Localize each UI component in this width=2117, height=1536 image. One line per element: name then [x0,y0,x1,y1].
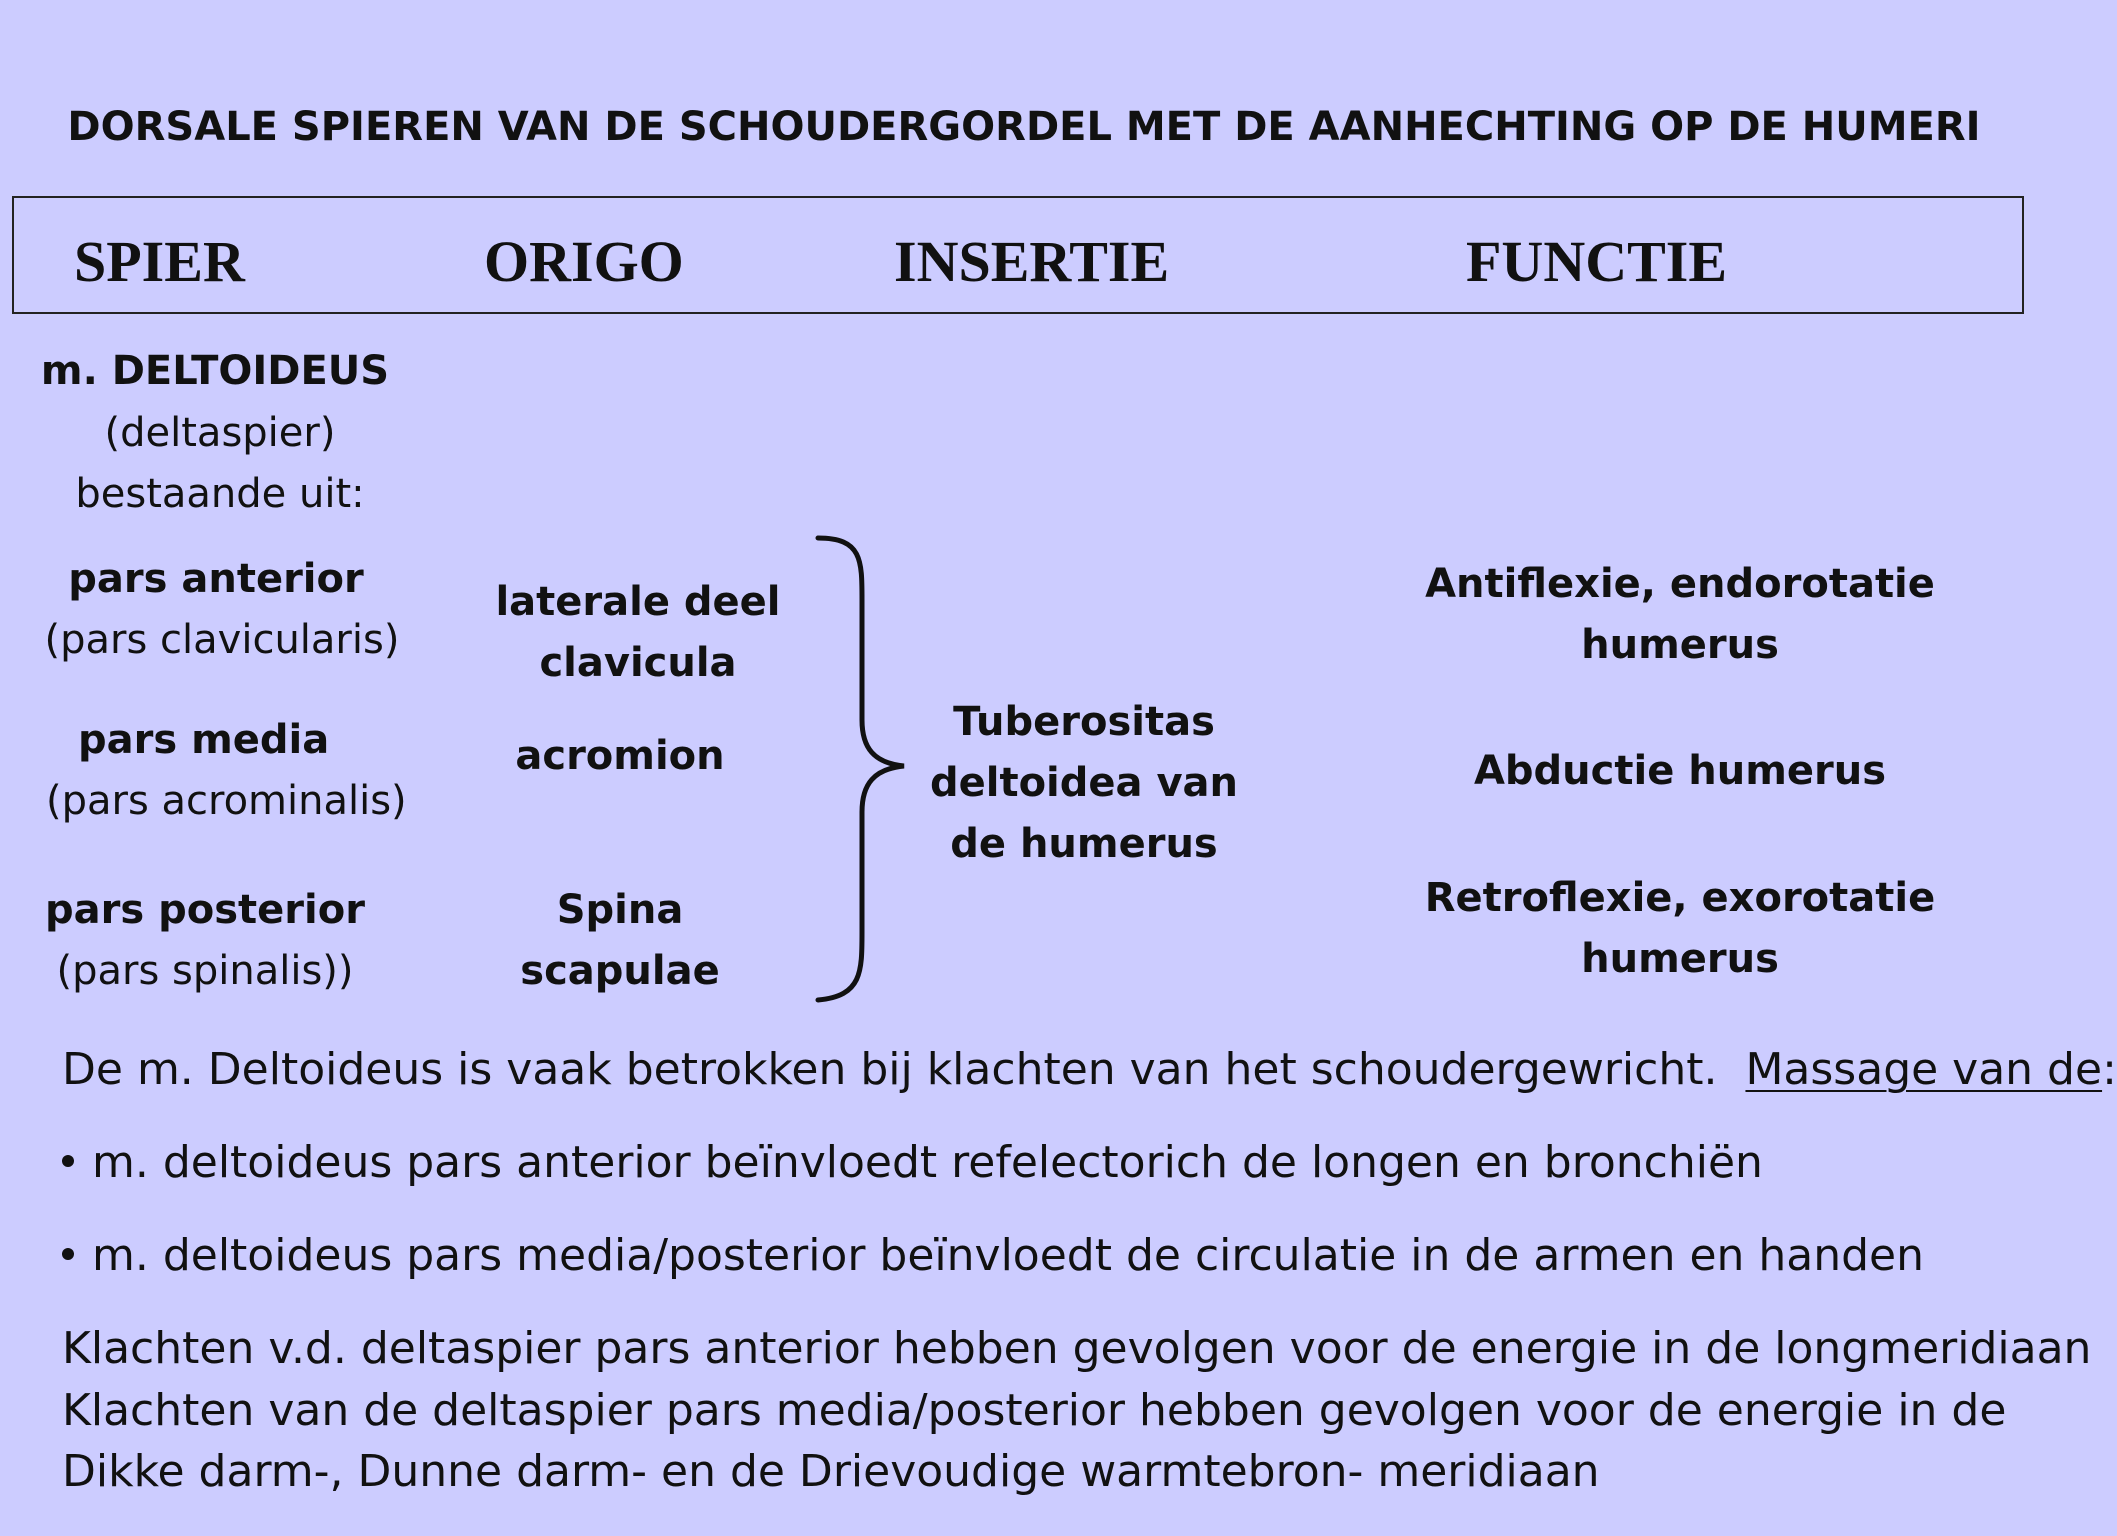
origo-posterior-line1: Spina [556,887,684,933]
muscle-alias: (deltaspier) [104,410,336,456]
insertie-line1: Tuberositas [953,699,1215,745]
functie-anterior-line2: humerus [1581,622,1779,668]
muscle-consists: bestaande uit: [75,471,365,517]
origo-posterior-line2: scapulae [520,948,720,994]
bullet-text: m. deltoideus pars media/posterior beïnvloedt de circulatie in de armen en handen [92,1230,1925,1281]
notes-intro: De m. Deltoideus is vaak betrokken bij klachten van het schoudergewricht. [62,1044,1718,1095]
origo-anterior-line2: clavicula [539,640,737,686]
functie-anterior-line1: Antiflexie, endorotatie [1425,561,1935,607]
closing-line-1: Klachten v.d. deltaspier pars anterior hebben gevolgen voor de energie in de longmeridiaan [62,1323,2092,1374]
bullet-item [62,1132,1763,1194]
origo-anterior-line1: laterale deel [495,579,781,625]
slide-title: DORSALE SPIEREN VAN DE SCHOUDERGORDEL MET DE AANHECHTING OP DE HUMERI [67,104,1981,150]
muscle-name: m. DELTOIDEUS [40,348,390,394]
notes-intro-line [62,1039,2117,1101]
closing-line-3: Dikke darm-, Dunne darm- en de Drievoudige warmtebron- meridiaan [62,1446,1600,1497]
bullet-text: m. deltoideus pars anterior beïnvloedt refelectorich de longen en bronchiën [92,1137,1763,1188]
bullet-icon [62,1248,74,1260]
part-posterior-name: pars posterior [45,887,365,933]
origo-media: acromion [515,733,725,779]
functie-posterior-line2: humerus [1581,936,1779,982]
insertie-line2: deltoidea van [929,760,1238,806]
column-header-functie: FUNCTIE [1466,229,1728,294]
part-media-name: pars media [78,717,330,763]
notes-intro-underlined: Massage van de [1745,1044,2103,1095]
part-anterior-alias: (pars clavicularis) [44,617,400,663]
insertie-line3: de humerus [950,821,1218,867]
part-media-alias: (pars acrominalis) [46,778,407,824]
bullet-icon [62,1155,74,1167]
functie-media: Abductie humerus [1473,748,1887,794]
bullet-item [62,1225,1924,1287]
part-posterior-alias: (pars spinalis)) [56,948,354,994]
part-anterior-name: pars anterior [68,556,364,602]
column-header-spier: SPIER [74,229,245,294]
closing-line-2: Klachten van de deltaspier pars media/posterior hebben gevolgen voor de energie in de [62,1385,2007,1436]
notes-intro-colon: : [2102,1044,2117,1095]
column-header-origo: ORIGO [484,229,684,294]
functie-posterior-line1: Retroflexie, exorotatie [1424,875,1936,921]
column-header-insertie: INSERTIE [894,229,1170,294]
curly-brace-icon [800,530,920,1010]
